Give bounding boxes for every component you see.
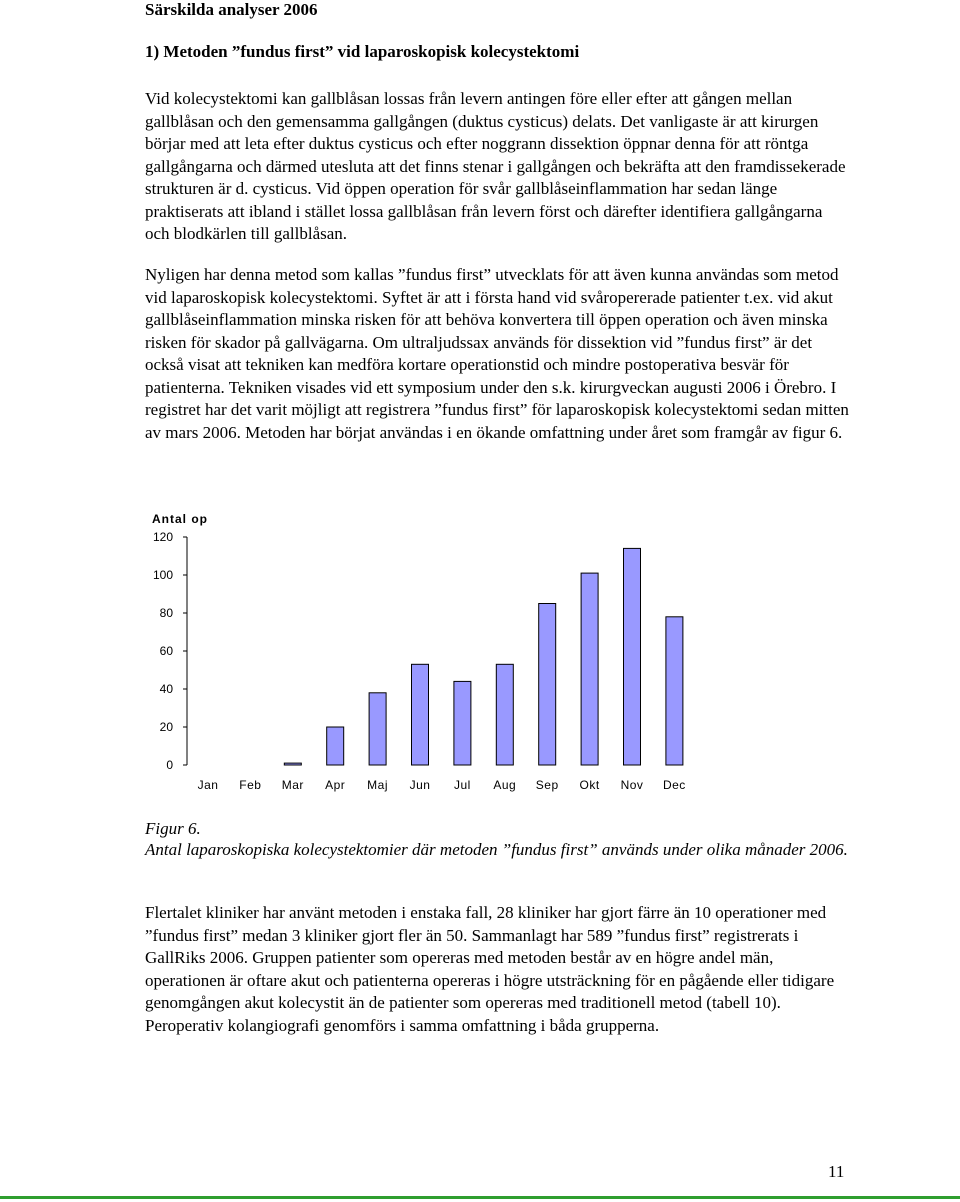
bar-okt (581, 573, 598, 765)
x-category-label: Maj (367, 778, 389, 792)
figure-label: Figur 6. (145, 819, 201, 838)
y-tick-label: 80 (159, 606, 173, 620)
bar-jun (412, 664, 429, 765)
bar-mar (284, 763, 301, 765)
x-category-label: Feb (239, 778, 262, 792)
bar-dec (666, 617, 683, 765)
y-tick-label: 40 (159, 682, 173, 696)
paragraph-1: Vid kolecystektomi kan gallblåsan lossas från levern antingen före eller efter att gången mellan gallblåsan och den gemensamma gallgången (duktus cysticus) delats. Det vanligaste är att kirurgen börjar med att leta efter duktus cysticus och efter noggrann dissektion öppnar denna för att röntga gallgångarna och därmed utesluta att det finns stenar i gallgången och bekräfta att den framdissekerade strukturen är d. cysticus. Vid öppen operation för svår gallblåseinflammation har sedan länge praktiserats att ibland i stället lossa gallblåsan från levern först och därefter identifiera gallgångarna och blodkärlen till gallblåsan. (145, 89, 846, 243)
bar-jul (454, 681, 471, 765)
y-tick-label: 0 (166, 758, 173, 772)
bar-sep (539, 604, 556, 766)
x-category-label: Aug (493, 778, 517, 792)
paragraph-2: Nyligen har denna metod som kallas ”fundus first” utvecklats för att även kunna användas som metod vid laparoskopisk kolecystektomi. Syftet är att i första hand vid svåropererade patienter t.ex. vid akut gallblåseinflammation minska risken för att behöva konvertera till öppen operation och även minska risken för skador på gallvägarna. Om ultraljudssax används för dissektion vid ”fundus first” är det också visat att tekniken kan medföra kortare operationstid och mindre postoperativa besvär för patienterna. Tekniken visades vid ett symposium under den s.k. kirurgveckan augusti 2006 i Örebro. I registret har det varit möjligt att registrera ”fundus first” för laparoskopisk kolecystektomi sedan mitten av mars 2006. Metoden har börjat användas i en ökande omfattning under året som framgår av figur 6. (145, 265, 849, 442)
figure-caption: Antal laparoskopiska kolecystektomier där metoden ”fundus first” används under olika månader 2006. (145, 840, 848, 859)
x-category-label: Okt (579, 778, 600, 792)
x-category-label: Sep (535, 778, 559, 792)
bar-nov (624, 548, 641, 765)
y-axis-label: Antal op (152, 512, 208, 526)
x-category-label: Jun (409, 778, 431, 792)
page-number: 11 (828, 1162, 845, 1181)
paragraph-3: Flertalet kliniker har använt metoden i enstaka fall, 28 kliniker har gjort färre än 10 operationer med ”fundus first” medan 3 kliniker gjort fler än 50. Sammanlagt har 589 ”fundus first” registrerats i GallRiks 2006. Gruppen patienter som opereras med metoden består av en högre andel män, operationen är oftare akut och patienterna opereras i högre utsträckning för en pågående eller tidigare genomgången akut kolecystit än de patienter som opereras med traditionell metod (tabell 10). Peroperativ kolangiografi genomförs i samma omfattning i båda grupperna. (145, 903, 835, 1035)
bar-maj (369, 693, 386, 765)
subsection-title: 1) Metoden ”fundus first” vid laparoskopisk kolecystektomi (145, 42, 580, 61)
y-tick-label: 20 (159, 720, 173, 734)
y-tick-label: 120 (152, 530, 173, 544)
bar-chart (140, 505, 710, 805)
x-category-label: Dec (662, 778, 686, 792)
x-category-label: Apr (325, 778, 346, 792)
y-tick-label: 60 (159, 644, 173, 658)
x-category-label: Nov (620, 778, 644, 792)
x-category-label: Mar (281, 778, 304, 792)
y-tick-label: 100 (152, 568, 173, 582)
section-title: Särskilda analyser 2006 (145, 0, 318, 19)
x-category-label: Jul (453, 778, 471, 792)
bar-aug (496, 664, 513, 765)
x-category-label: Jan (197, 778, 219, 792)
bar-apr (327, 727, 344, 765)
bottom-rule (0, 1196, 960, 1199)
